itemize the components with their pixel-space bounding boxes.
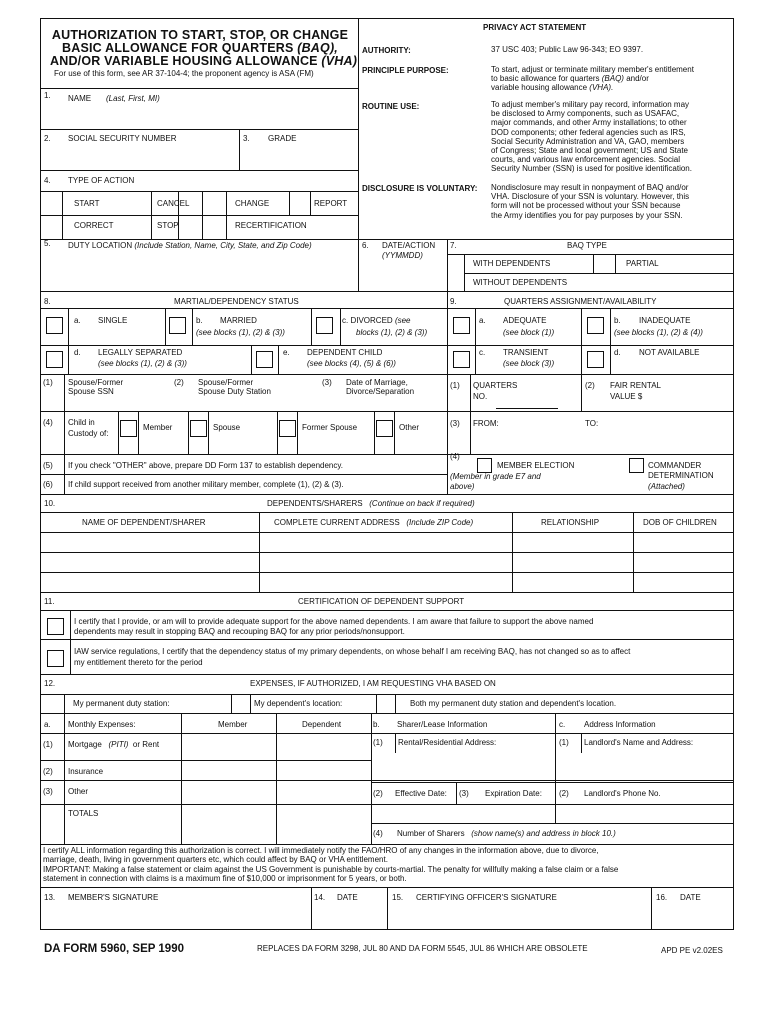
col-dob-header: DOB OF CHILDREN [643,518,717,527]
partial-option[interactable]: PARTIAL [626,259,659,268]
change-option[interactable]: CHANGE [235,199,270,208]
custody-label-2: Custody of: [68,429,109,438]
transient-checkbox[interactable] [453,351,470,368]
quarters-no-label-2: NO. [473,392,488,401]
form-title-line1: AUTHORIZATION TO START, STOP, OR CHANGE [51,28,349,42]
single-checkbox[interactable] [46,317,63,334]
expiration-n: (3) [459,789,469,798]
landlord-n: (1) [559,738,569,747]
commander-label-1: COMMANDER [648,461,702,470]
number-sharers-label: Number of Sharers (show name(s) and address in block 10.) [397,829,616,838]
dependent-child-label: DEPENDENT CHILD [307,348,383,357]
form-subtitle: For use of this form, see AR 37-104-4; the proponent agency is ASA (FM) [54,69,314,78]
quarters-label: QUARTERS ASSIGNMENT/AVAILABILITY [504,297,657,306]
permanent-duty-checkbox[interactable] [43,696,61,711]
inadequate-hint: (see blocks (1), (2) & (4)) [614,328,703,337]
quarters-no-label-1: QUARTERS [473,381,518,390]
block8-n6: (6) [43,480,53,489]
recertification-option[interactable]: RECERTIFICATION [235,221,307,230]
block12-b: b. [373,720,380,729]
disclosure-label: DISCLOSURE IS VOLUNTARY: [362,184,478,193]
not-available-checkbox[interactable] [587,351,604,368]
custody-former-spouse-label: Former Spouse [302,423,358,432]
address-info-label: Address Information [584,720,656,729]
to-label: TO: [585,419,599,428]
block12-n2: (2) [43,767,53,776]
header-divider [358,18,359,239]
divorced-label: c. DIVORCED (see [342,316,411,325]
block8-a: a. [74,316,81,325]
dependents-label: DEPENDENTS/SHARERS (Continue on back if required) [267,499,475,508]
date-action-hint: (YYMMDD) [382,251,423,260]
block6-number: 6. [362,241,369,250]
from-label: FROM: [473,419,499,428]
member-election-hint-2: above) [450,482,475,491]
both-locations-checkbox[interactable] [378,696,393,711]
member-election-hint-1: (Member in grade E7 and [450,472,541,481]
date-marriage-label-1: Date of Marriage, [346,378,408,387]
single-label: SINGLE [98,316,128,325]
cancel-option[interactable]: CANCEL [157,199,190,208]
form-title-line3: AND/OR VARIABLE HOUSING ALLOWANCE (VHA) [50,54,358,68]
insurance-label: Insurance [68,767,104,776]
member-signature-label: MEMBER'S SIGNATURE [68,893,159,902]
fair-rental-label-1: FAIR RENTAL [610,381,661,390]
date14-field[interactable] [314,905,384,927]
custody-member-label: Member [143,423,173,432]
custody-other-label: Other [399,423,420,432]
block15-number: 15. [392,893,404,902]
dependent-child-hint: (see blocks (4), (5) & (6)) [307,359,396,368]
adequate-label: ADEQUATE [503,316,547,325]
divorced-checkbox[interactable] [316,317,333,334]
block9-c: c. [479,348,486,357]
block9-n1: (1) [450,381,460,390]
certification-statement: I certify ALL information regarding this authorization is correct. I will immediately notify the FAO/HRO of any changes in the information above, due to divorce, marriage, death, living in government quarters etc, which could affect by BAQ or VHA entitlement. IMPORTANT: Making a false statement or claim against the US Government is punishable by courts-martial. The penalty for willfully making a false claim or a false statement in connection with claims is a maximum fine of $10,000 or imprisonment for 5 years, or both. [43,846,619,884]
report-option[interactable]: REPORT [314,199,348,208]
block9-a: a. [479,316,486,325]
block7-number: 7. [450,241,457,250]
privacy-heading: PRIVACY ACT STATEMENT [483,23,587,32]
status-cert-text-1: IAW service regulations, I certify that the dependency status of my primary dependents, on whose behalf I am receiving BAQ, has not changed so as to affect [74,647,631,656]
spouse-station-label-1: Spouse/Former [198,378,254,387]
expiration-date-label: Expiration Date: [485,789,542,798]
col-relationship-header: RELATIONSHIP [541,518,600,527]
separated-label: LEGALLY SEPARATED [98,348,183,357]
block11-number: 11. [44,597,55,606]
block13-number: 13. [44,893,56,902]
rental-address-label: Rental/Residential Address: [398,738,497,747]
purpose-text-3: variable housing allowance (VHA). [491,83,614,92]
status-cert-text-2: my entitlement thereto for the period [74,658,203,667]
custody-member-checkbox[interactable] [120,420,137,437]
mortgage-label: Mortgage (PITI) or Rent [68,740,160,749]
date14-label: DATE [337,893,358,902]
grade-field[interactable] [245,146,350,166]
rental-n: (1) [373,738,383,747]
fair-rental-label-2: VALUE $ [610,392,643,401]
da-form-5960 [40,18,734,955]
member-col-header: Member [218,720,248,729]
not-available-label: NOT AVAILABLE [639,348,700,357]
support-cert-checkbox[interactable] [47,618,64,635]
dependent-col-header: Dependent [302,720,342,729]
block8-n2: (2) [174,378,184,387]
dependent-location-option: My dependent's location: [254,699,343,708]
form-title-line2: BASIC ALLOWANCE FOR QUARTERS (BAQ), [62,41,338,55]
form-version: APD PE v2.02ES [661,946,723,955]
sharer-lease-label: Sharer/Lease Information [397,720,488,729]
custody-label-1: Child in [68,418,95,427]
col-name-header: NAME OF DEPENDENT/SHARER [82,518,206,527]
inadequate-label: INADEQUATE [639,316,691,325]
block9-n3: (3) [450,419,460,428]
block8-n3: (3) [322,378,332,387]
certification-label: CERTIFICATION OF DEPENDENT SUPPORT [298,597,465,606]
commander-label-3: (Attached) [648,482,685,491]
block12-n3: (3) [43,787,53,796]
block14-number: 14. [314,893,326,902]
separated-checkbox[interactable] [46,351,63,368]
ssn-label: SOCIAL SECURITY NUMBER [68,134,177,143]
block8-n1: (1) [43,378,53,387]
form-id: DA FORM 5960, SEP 1990 [44,943,184,955]
block4-number: 4. [44,176,51,185]
without-dependents-option[interactable]: WITHOUT DEPENDENTS [473,278,568,287]
both-locations-option: Both my permanent duty station and dependent's location. [410,699,617,708]
expenses-label: EXPENSES, IF AUTHORIZED, I AM REQUESTING VHA BASED ON [250,679,496,688]
child-support-note: If child support received from another military member, complete (1), (2) & (3). [68,480,344,489]
baq-type-label: BAQ TYPE [567,241,607,250]
type-action-label: TYPE OF ACTION [68,176,135,185]
replaces-note: REPLACES DA FORM 3298, JUL 80 AND DA FORM 5545, JUL 86 WHICH ARE OBSOLETE [257,944,588,953]
divorced-hint: blocks (1), (2) & (3)) [356,328,428,337]
date16-label: DATE [680,893,701,902]
dependent-location-checkbox[interactable] [233,696,248,711]
status-cert-checkbox[interactable] [47,650,64,667]
custody-other-checkbox[interactable] [376,420,393,437]
block12-c: c. [559,720,566,729]
block8-number: 8. [44,297,51,306]
block8-n4: (4) [43,418,53,427]
member-signature-field[interactable] [68,905,306,927]
table-row[interactable] [42,573,257,591]
date16-field[interactable] [656,905,731,927]
block9-d: d. [614,348,621,357]
block12-a: a. [44,720,51,729]
purpose-text-1: To start, adjust or terminate military member's entitlement [491,65,694,74]
date-action-label: DATE/ACTION [382,241,436,250]
block3-number: 3. [243,134,250,143]
landlord-phone-label: Landlord's Phone No. [584,789,661,798]
disclosure-text: Nondisclosure may result in nonpayment of BAQ and/or VHA. Disclosure of your SSN is voluntary. However, this form will not be processed without your SSN because the Army identifies you for pay purposes by your SSN. [491,183,690,220]
member-election-checkbox[interactable] [477,458,492,473]
monthly-expenses-label: Monthly Expenses: [68,720,136,729]
quarters-no-field[interactable] [496,408,558,409]
support-cert-text-2: dependents may result in stopping BAQ and recouping BAQ for any prior periods/nonsupport. [74,627,405,636]
block8-b: b. [196,316,203,325]
spouse-station-label-2: Spouse Duty Station [198,387,271,396]
custody-former-spouse-checkbox[interactable] [279,420,296,437]
custody-spouse-label: Spouse [213,423,241,432]
permanent-duty-option: My permanent duty station: [73,699,170,708]
landlord-name-label: Landlord's Name and Address: [584,738,694,747]
block12-n1: (1) [43,740,53,749]
transient-hint: (see block (3)) [503,359,555,368]
separated-hint: (see blocks (1), (2) & (3)) [98,359,187,368]
date-marriage-label-2: Divorce/Separation [346,387,415,396]
duty-location-label: DUTY LOCATION (Include Station, Name, City, State, and Zip Code) [68,241,312,250]
block9-n4: (4) [450,452,460,461]
married-checkbox[interactable] [169,317,186,334]
block5-number: 5. [44,239,51,248]
block8-e: e. [283,348,290,357]
transient-label: TRANSIENT [503,348,549,357]
block9-n2: (2) [585,381,595,390]
officer-signature-label: CERTIFYING OFFICER'S SIGNATURE [416,893,557,902]
spouse-ssn-label-2: Spouse SSN [68,387,114,396]
married-label: MARRIED [220,316,257,325]
commander-label-2: DETERMINATION [648,471,714,480]
block8-d: d. [74,348,81,357]
correct-option[interactable]: CORRECT [74,221,114,230]
adequate-checkbox[interactable] [453,317,470,334]
authority-label: AUTHORITY: [362,46,411,55]
table-row[interactable] [42,533,257,551]
with-dependents-option[interactable]: WITH DEPENDENTS [473,259,551,268]
routine-label: ROUTINE USE: [362,102,420,111]
purpose-text-2: to basic allowance for quarters (BAQ) and/or [491,74,649,83]
block8-n5: (5) [43,461,53,470]
officer-signature-field[interactable] [392,905,647,927]
block1-number: 1. [44,91,51,100]
block9-b: b. [614,316,621,325]
name-hint: (Last, First, MI) [106,94,160,103]
start-option[interactable]: START [74,199,100,208]
totals-label: TOTALS [68,809,99,818]
phone-n: (2) [559,789,569,798]
inadequate-checkbox[interactable] [587,317,604,334]
ssn-field[interactable] [68,146,233,166]
block10-number: 10. [44,499,56,508]
block2-number: 2. [44,134,51,143]
table-row[interactable] [42,553,257,571]
dependent-child-checkbox[interactable] [256,351,273,368]
marital-status-label: MARTIAL/DEPENDENCY STATUS [174,297,299,306]
purpose-label: PRINCIPLE PURPOSE: [362,66,449,75]
grade-label: GRADE [268,134,297,143]
col-address-header: COMPLETE CURRENT ADDRESS (Include ZIP Code) [274,518,474,527]
authority-text: 37 USC 403; Public Law 96-343; EO 9397. [491,45,644,54]
effective-n: (2) [373,789,383,798]
custody-spouse-checkbox[interactable] [190,420,207,437]
block16-number: 16. [656,893,668,902]
spouse-ssn-label-1: Spouse/Former [68,378,124,387]
name-label: NAME [68,94,92,103]
routine-text: To adjust member's military pay record, information may be disclosed to Army components, such as USAFAC, major commands, and other Army installations; to other DOD components; other federal agencies such as IRS, Social Security Administration and VA, GAO, members of Congress; State and local government; US and State courts, and various law enforcement agencies. Social Security Number (SSN) is used for positive identification. [491,100,692,174]
support-cert-text-1: I certify that I provide, or am will to provide adequate support for the above named dependents. I am aware that failure to support the above named [74,617,594,626]
married-hint: (see blocks (1), (2) & (3)) [196,328,285,337]
sharers-n: (4) [373,829,383,838]
member-election-label: MEMBER ELECTION [497,461,575,470]
duty-location-field[interactable] [68,254,353,288]
other-expense-label: Other [68,787,89,796]
other-dd137-note: If you check "OTHER" above, prepare DD Form 137 to establish dependency. [68,461,343,470]
effective-date-label: Effective Date: [395,789,447,798]
commander-determination-checkbox[interactable] [629,458,644,473]
block9-number: 9. [450,297,457,306]
stop-option[interactable]: STOP [157,221,179,230]
name-field[interactable] [68,106,348,128]
adequate-hint: (see block (1)) [503,328,555,337]
block12-number: 12. [44,679,56,688]
